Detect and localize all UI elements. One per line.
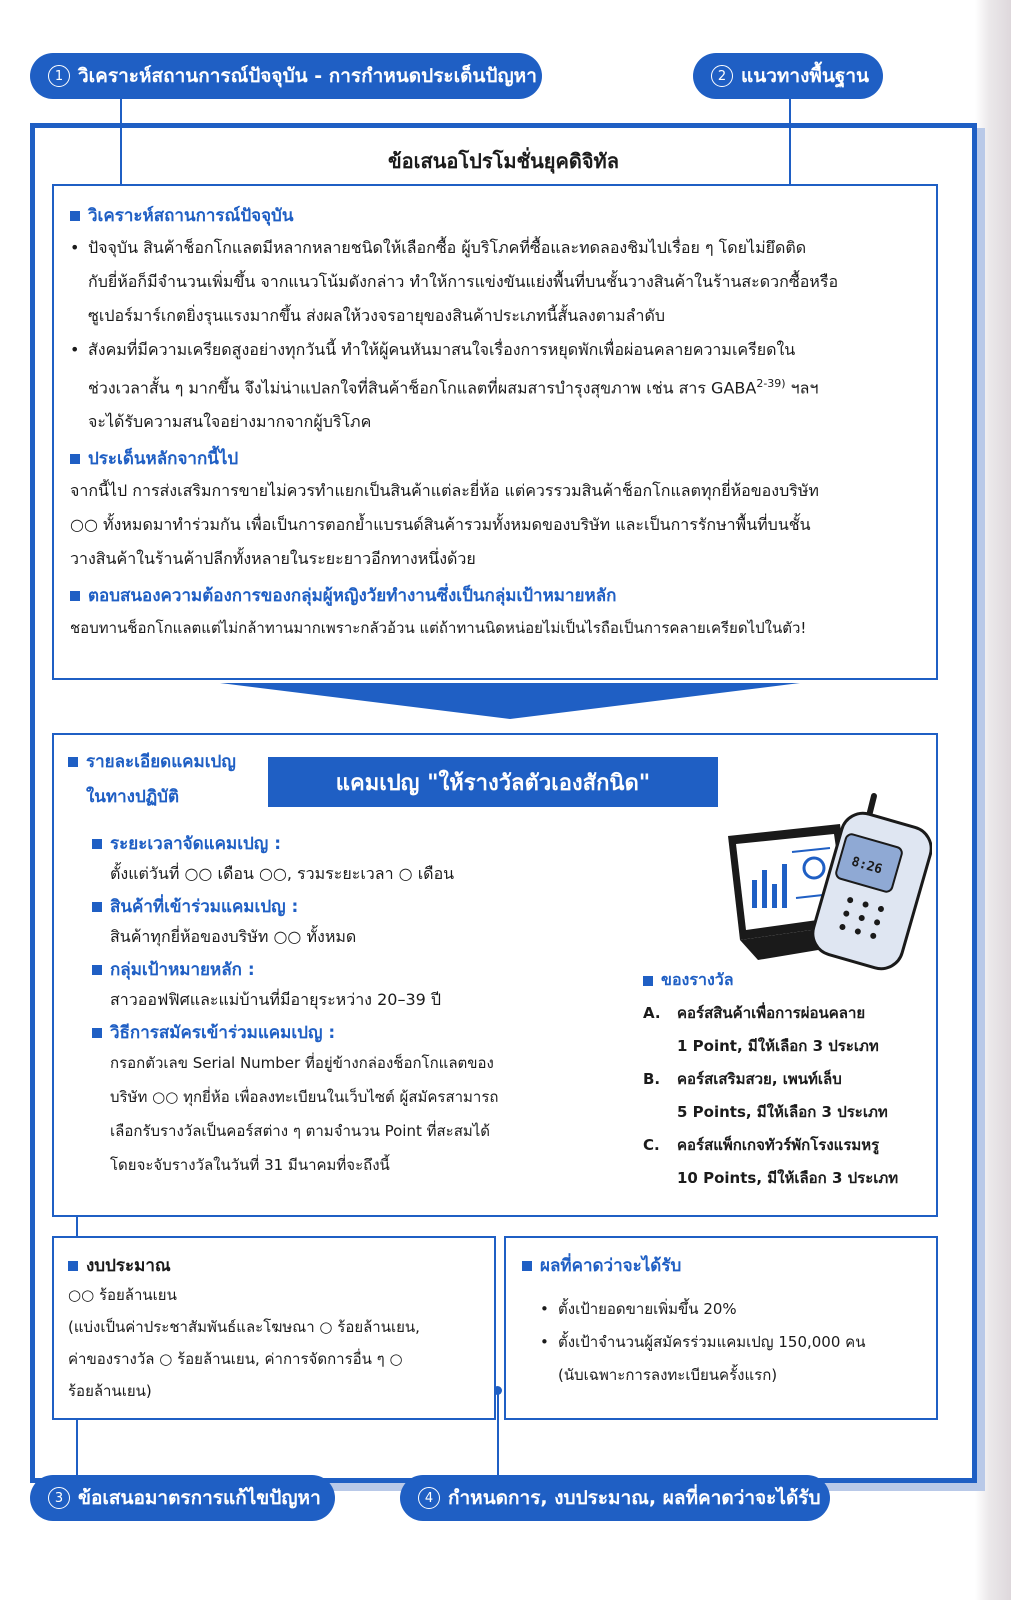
phone-screen-time: 8:26 [849,854,884,878]
callout-2 [693,53,883,99]
analysis-b2-line1: • สังคมที่มีความเครียดสูงอย่างทุกวันนี้ ทำให้ผู้คนหันมาสนใจเรื่องการหยุดพักเพื่อผ่อนคลายความเครียดใน [88,340,796,359]
results-text [522,1293,932,1392]
analysis-heading [70,202,930,229]
prize-a [643,997,943,1030]
budget-box [52,1236,496,1420]
results-bullet-2: • ตั้งเป้าจำนวนผู้สมัครร่วมแคมเปญ 150,000 คน [540,1326,932,1359]
square-bullet-icon [92,839,102,849]
campaign-heading [68,748,236,810]
connector-line-4 [497,1390,499,1475]
target-need-line1: ชอบทานช็อกโกแลตแต่ไม่กล้าทานมากเพราะกลัวอ้วน แต่ถ้าทานนิดหน่อยไม่เป็นไรถือเป็นการคลายเครียดไปในตัว! [70,619,807,638]
square-bullet-icon [70,591,80,601]
campaign-heading-line1 [68,748,236,775]
square-bullet-icon [68,757,78,767]
square-bullet-icon [92,902,102,912]
method-line4: โดยจะจับรางวัลในวันที่ 31 มีนาคมที่จะถึงนี้ [110,1156,390,1174]
mobile-phone-icon [808,796,932,973]
square-bullet-icon [70,211,80,221]
issue-heading [70,445,930,472]
square-bullet-icon [92,965,102,975]
callout-4-number: 4 [418,1487,440,1509]
results-heading [522,1252,932,1279]
callout-3 [30,1475,335,1521]
issue-line2: ○○ ทั้งหมดมาทำร่วมกัน เพื่อเป็นการตอกย้ำแบรนด์สินค้ารวมทั้งหมดของบริษัท และเป็นการรักษาพื้นที่บนชั้น [70,515,811,535]
square-bullet-icon [68,1261,78,1271]
method-heading-text: วิธีการสมัครเข้าร่วมแคมเปญ : [110,1023,336,1043]
period-heading-text: ระยะเวลาจัดแคมเปญ : [110,834,282,854]
prize-list [643,997,943,1195]
results-box [504,1236,938,1420]
target-heading-text: กลุ่มเป้าหมายหลัก : [110,960,255,980]
analysis-b2-line3: จะได้รับความสนใจอย่างมากจากผู้บริโภค [88,412,372,432]
budget-line2: (แบ่งเป็นค่าประชาสัมพันธ์และโฆษณา ○ ร้อยล้านเยน, [68,1318,420,1336]
method-line1: กรอกตัวเลข Serial Number ที่อยู่ข้างกล่องช็อกโกแลตของ [110,1054,494,1072]
campaign-heading-text1: รายละเอียดแคมเปญ [86,752,236,772]
prize-b-letter: B. [643,1070,661,1088]
panel-shadow-right [977,128,985,1488]
method-line3: เลือกรับรางวัลเป็นคอร์สต่าง ๆ ตามจำนวน Point ที่สะสมได้ [110,1122,491,1140]
target-need-heading-text: ตอบสนองความต้องการของกลุ่มผู้หญิงวัยทำงานซึ่งเป็นกลุ่มเป้าหมายหลัก [88,586,617,607]
budget-text [68,1279,488,1407]
period-heading [92,830,612,857]
analysis-b2-line2a: ช่วงเวลาสั้น ๆ มากขึ้น จึงไม่น่าแปลกใจที่สินค้าช็อกโกแลตที่ผสมสารบำรุงสุขภาพ เช่น สาร GABA [88,378,757,398]
products-heading-text: สินค้าที่เข้าร่วมแคมเปญ : [110,897,299,917]
analysis-bullet-1 [70,231,930,333]
budget-line4: ร้อยล้านเยน) [68,1382,152,1400]
laptop-phone-illustration [722,788,932,973]
method-line2: บริษัท ○○ ทุกยี่ห้อ เพื่อลงทะเบียนในเว็บไซต์ ผู้สมัครสามารถ [110,1088,499,1106]
prize-c [643,1129,943,1162]
target-heading [92,956,612,983]
callout-1-label: วิเคราะห์สถานการณ์ปัจจุบัน - การกำหนดประเด็นปัญหา [78,65,537,87]
campaign-details [92,830,612,1182]
results-bullet-1: • ตั้งเป้ายอดขายเพิ่มขึ้น 20% [540,1293,932,1326]
callout-3-number: 3 [48,1487,70,1509]
callout-1 [30,53,542,99]
issue-line3: วางสินค้าในร้านค้าปลีกทั้งหลายในระยะยาวอีกทางหนึ่งด้วย [70,549,476,569]
prize-b-name: คอร์สเสริมสวย, เพนท์เล็บ [677,1070,842,1088]
prizes-heading-text: ของรางวัล [661,970,734,989]
analysis-b1-line2: กับยี่ห้อก็มีจำนวนเพิ่มขึ้น จากแนวโน้มดังกล่าว ทำให้การแข่งขันแย่งพื้นที่บนชั้นวางสินค้าในร้านสะดวกซื้อหรือ [88,272,839,291]
products-text: สินค้าทุกยี่ห้อของบริษัท ○○ ทั้งหมด [110,927,357,946]
results-note: (นับเฉพาะการลงทะเบียนครั้งแรก) [558,1366,778,1384]
method-heading [92,1019,612,1046]
target-text: สาวออฟฟิศและแม่บ้านที่มีอายุระหว่าง 20–39 ปี [110,990,442,1009]
square-bullet-icon [70,454,80,464]
callout-3-label: ข้อเสนอมาตรการแก้ไขปัญหา [78,1487,321,1509]
period-text: ตั้งแต่วันที่ ○○ เดือน ○○, รวมระยะเวลา ○ เดือน [110,864,455,883]
prize-a-letter: A. [643,1004,661,1022]
campaign-banner: แคมเปญ "ให้รางวัลตัวเองสักนิด" [268,757,718,807]
budget-line1: ○○ ร้อยล้านเยน [68,1286,177,1304]
prizes-heading [643,968,943,993]
square-bullet-icon [643,976,653,986]
budget-heading-text: งบประมาณ [86,1256,171,1276]
campaign-heading-text2: ในทางปฏิบัติ [86,787,180,807]
analysis-box [52,184,938,680]
issue-line1: จากนี้ไป การส่งเสริมการขายไม่ควรทำแยกเป็นสินค้าแต่ละยี่ห้อ แต่ควรรวมสินค้าช็อกโกแลตทุกยี่ห้อของบริษัท [70,481,819,501]
analysis-bullet-2 [70,333,930,439]
prize-c-name: คอร์สแพ็กเกจทัวร์พักโรงแรมหรู [677,1136,880,1154]
callout-1-number: 1 [48,65,70,87]
issue-heading-text: ประเด็นหลักจากนี้ไป [88,449,239,470]
products-heading [92,893,612,920]
prize-a-detail: 1 Point, มีให้เลือก 3 ประเภท [677,1037,879,1055]
target-need-heading [70,582,930,609]
budget-line3: ค่าของรางวัล ○ ร้อยล้านเยน, ค่าการจัดการอื่น ๆ ○ [68,1350,403,1368]
analysis-b1-line3: ซูเปอร์มาร์เกตยิ่งรุนแรงมากขึ้น ส่งผลให้วงจรอายุของสินค้าประเภทนี้สั้นลงตามลำดับ [88,306,665,325]
analysis-b2-line2 [88,367,930,405]
square-bullet-icon [92,1028,102,1038]
prizes-section [643,968,943,1195]
callout-4 [400,1475,830,1521]
analysis-heading-text: วิเคราะห์สถานการณ์ปัจจุบัน [88,206,294,226]
callout-2-number: 2 [711,65,733,87]
callout-2-label: แนวทางพื้นฐาน [741,65,870,87]
budget-heading [68,1252,488,1279]
citation-superscript: 2-39) [756,377,786,390]
analysis-b1-line1: • ปัจจุบัน สินค้าช็อกโกแลตมีหลากหลายชนิดให้เลือกซื้อ ผู้บริโภคที่ซื้อและทดลองชิมไปเรื่อย ๆ โดยไม่ยึดติด [88,238,807,257]
results-heading-text: ผลที่คาดว่าจะได้รับ [540,1256,682,1276]
analysis-b2-line2b: ฯลฯ [785,378,819,398]
prize-c-letter: C. [643,1136,660,1154]
prize-a-name: คอร์สสินค้าเพื่อการผ่อนคลาย [677,1004,866,1022]
prize-c-detail: 10 Points, มีให้เลือก 3 ประเภท [677,1169,899,1187]
method-text [92,1046,612,1182]
square-bullet-icon [522,1261,532,1271]
prize-b-detail: 5 Points, มีให้เลือก 3 ประเภท [677,1103,888,1121]
main-title: ข้อเสนอโปรโมชั่นยุคดิจิทัล [387,149,619,173]
prize-b [643,1063,943,1096]
callout-4-label: กำหนดการ, งบประมาณ, ผลที่คาดว่าจะได้รับ [448,1487,821,1509]
